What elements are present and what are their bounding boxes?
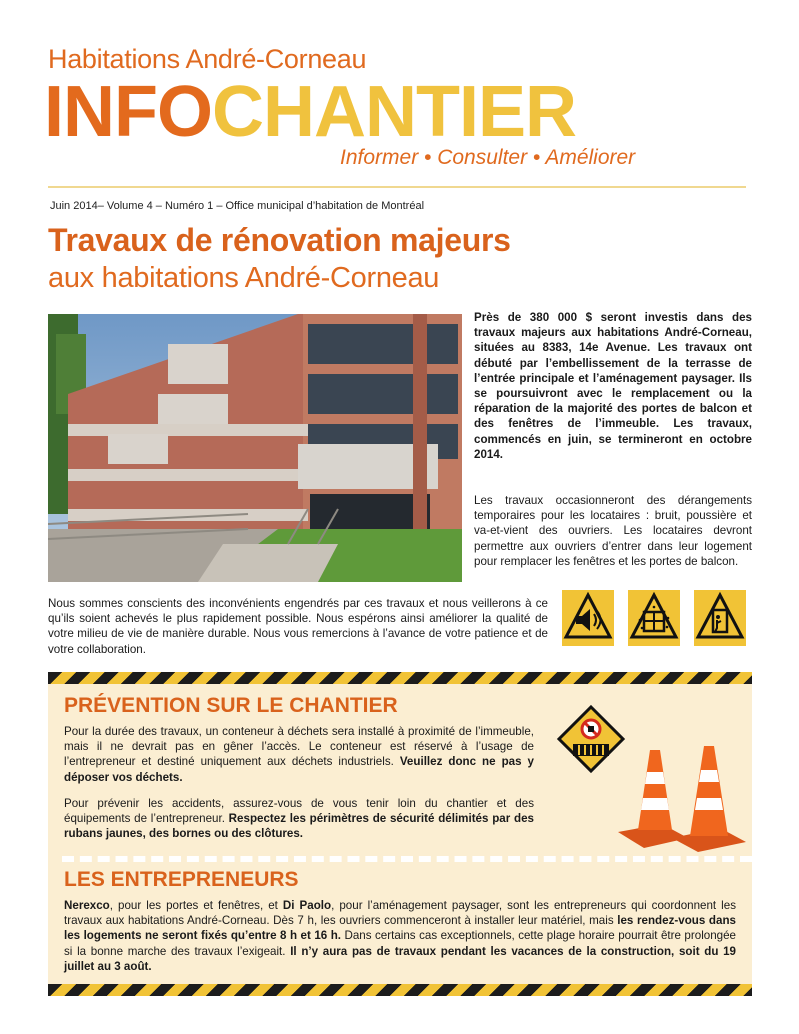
entrepreneurs-vacation: Il n’y aura pas de travaux pendant les vacances de la construction, soit du 19 juillet au 3 août. (64, 944, 737, 973)
entrepreneur-nerexco: Nerexco (64, 899, 110, 912)
info-box (48, 672, 752, 996)
masthead-chantier: CHANTIER (211, 72, 576, 152)
entrepreneurs-text-2: , pour l’aménagement paysager, sont les entrepreneurs qui coordonnent les travaux aux habitations André-Corneau. Dès 7 h, les ouvriers commenceront à installer leur matériel, mais (64, 899, 736, 928)
hazard-stripe-top (48, 672, 752, 684)
entrepreneurs-schedule: les rendez-vous dans les logements ne seront fixés qu’entre 8 h et 16 h. (64, 914, 736, 943)
door-warning-icon (694, 590, 746, 646)
dashed-divider (62, 856, 752, 862)
headline: Travaux de rénovation majeurs (48, 222, 511, 258)
prevention-p1-text: Pour la durée des travaux, un conteneur à déchets sera installé à proximité de l’immeuble, mais il ne devrait pas en gêner l’accès. Le conteneur est réservé à l’usage de l’entrepreneur et destiné uniquement aux déchets industriels. (64, 725, 534, 769)
masthead-info: INFO (44, 72, 212, 152)
hazard-stripe-bottom (48, 984, 752, 996)
noise-warning-icon (562, 590, 614, 646)
lead-paragraph: Près de 380 000 $ seront investis dans des travaux majeurs aux habitations André-Corneau, situées au 8383, 14e Avenue. Les travaux ont débuté par l’embellissement de la terrasse de l’entrée principale et l’aménagement paysager. Ils se poursuivront avec le remplacement ou la réparation de la majorité des portes de balcon et des fenêtres de l’immeuble. Les travaux, commencés en juin, se termineront en octobre 2014. (474, 311, 752, 461)
prevention-title: PRÉVENTION SUR LE CHANTIER (64, 694, 398, 717)
prevention-paragraph-safety (64, 796, 534, 842)
tagline: Informer • Consulter • Améliorer (340, 146, 636, 169)
entrepreneurs-text-3: Dans certains cas exceptionnels, cette plage horaire pourrait être prolongée si la bonne marche des travaux l’exigeait. (64, 929, 737, 958)
residence-name: Habitations André-Corneau (48, 44, 367, 74)
building-photo (48, 314, 462, 582)
entrepreneur-di-paolo: Di Paolo (282, 899, 332, 912)
dust-warning-icon (628, 590, 680, 646)
entrepreneurs-paragraph (64, 898, 736, 974)
body-paragraph-thanks: Nous sommes conscients des inconvénients engendrés par ces travaux et nous veillerons à ce qu’ils soient achevés le plus rapidement possible. Nous espérons ainsi améliorer la qualité de votre milieu de vie de manière durable. Nous vous remercions à l’avance de votre patience et de votre collaboration. (48, 597, 548, 656)
body-paragraph-disturbances: Les travaux occasionneront des dérangements temporaires pour les locataires : bruit, poussière et va-et-vient des ouvriers. Les locataires devront permettre aux ouvriers d’entrer dans leur logement pour remplacer les fenêtres et les portes de balcon. (474, 494, 752, 568)
issue-line: Juin 2014– Volume 4 – Numéro 1 – Office municipal d’habitation de Montréal (50, 200, 425, 212)
entrepreneurs-text-1: , pour les portes et fenêtres, et (109, 899, 283, 912)
traffic-cones (616, 742, 748, 854)
prevention-p1-bold: Veuillez donc ne pas y déposer vos déchets. (64, 755, 534, 784)
subheadline: aux habitations André-Corneau (48, 262, 440, 294)
prevention-p2-bold: Respectez les périmètres de sécurité délimités par des rubans jaunes, des bornes ou des clôtures. (64, 812, 534, 841)
masthead (44, 72, 576, 152)
prevention-paragraph-container (64, 724, 534, 785)
header-rule (48, 186, 746, 188)
entrepreneurs-title: LES ENTREPRENEURS (64, 868, 299, 891)
prevention-p2-text: Pour prévenir les accidents, assurez-vous de vous tenir loin du chantier et des équipements de l’entrepreneur. (64, 797, 534, 826)
